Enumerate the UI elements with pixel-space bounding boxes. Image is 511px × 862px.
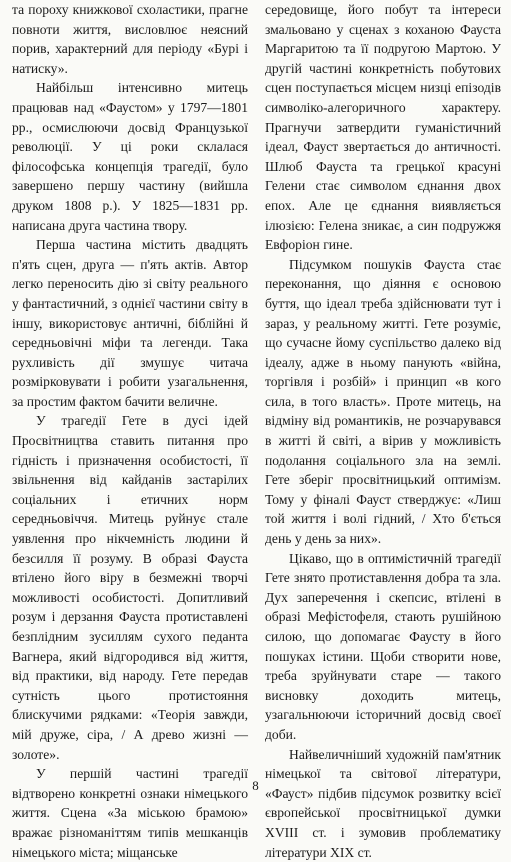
paragraph: Цікаво, що в оптимістичній трагедії Гете знято протиставлення добра та зла. Дух заперечення і скепсис, втілені в образі Мефістофеля, стають рушійною силою, що допомагає Фаусту в його пошуках істини. Щоби створити нове, треба зруйнувати старе — такого висновку доходить митець, узагальнюючи історичний досвід своєї доби. [265, 550, 501, 742]
page-number: 8 [252, 778, 259, 793]
paragraph: Найвеличніший художній пам'ятник німецької та світової літератури, «Фауст» підбив підсумок розвитку всієї європейської просвітницької думки XVIII ст. і зумовив проблематику літератури XIX ст. [265, 746, 501, 860]
left-column [12, 0, 248, 862]
paragraph: та пороху книжкової схоластики, прагне повноти життя, висловлює неясний порив, характерний для періоду «Бурі і натиску». [12, 2, 248, 76]
paragraph: середовище, його побут та інтереси змальовано у сценах з коханою Фауста Маргаритою та її подругою Мартою. У другій частині конкретність побутових сцен поступається місцем низці епізодів символіко-алегоричного характеру. Прагнучи затвердити гуманістичний ідеал, Фауст звертається до античності. Шлюб Фауста та грецької красуні Гелени стає символом єднання двох епох. Але це єднання виявляється ілюзією: Гелена зникає, а син подружжя Евфоріон гине. [265, 2, 501, 253]
paragraph: Перша частина містить двадцять п'ять сцен, друга — п'ять актів. Автор легко переносить дію зі світу реального у фантастичний, з однієї частини світу в іншу, використовує античні, біблійні й середньовічні міфи та легенди. Така рухливість дії змушує читача розмірковувати і робити узагальнення, за простим фактом бачити величне. [12, 237, 248, 409]
right-column [265, 0, 501, 862]
paragraph: У трагедії Гете в дусі ідей Просвітництва ставить питання про гідність і призначення особистості, її звільнення від кайданів застарілих соціальних і етичних норм середньовіччя. Митець руйнує стале уявлення про нікчемність людини й безсилля її розуму. В образі Фауста втілено його віру в безмежні творчі можливості особистості. Допитливий розум і дерзання Фауста протиставлені безплідним зусиллям сухого педанта Вагнера, який відгородився від життя, від практики, від народу. Гете передав сутність цього протистояння блискучими рядками: «Теорія завжди, мій друже, сіра, / А древо жизні — золоте». [12, 413, 248, 762]
paragraph: Підсумком пошуків Фауста стає переконання, що діяння є основою буття, що ідеал треба здійснювати тут і зараз, у реальному житті. Гете розуміє, що сучасне йому суспільство далеко від ідеалу, адже в ньому панують «війна, торгівля і розбій» і принцип «в кого сила, в того власть». Проте митець, на відміну від романтиків, не розчарувався в житті й світі, а вірив у можливість подолання соціального зла на землі. Гете зберіг просвітницький оптимізм. Тому у фіналі Фауст стверджує: «Лиш той життя і волі гідний, / Хто б'ється день у день за них». [265, 256, 501, 547]
paragraph: У першій частині трагедії відтворено конкретні ознаки німецького життя. Сцена «За міською брамою» вражає різноманіттям типів мешканців німецького міста; міщанське [12, 766, 248, 860]
paragraph: Найбільш інтенсивно митець працював над «Фаустом» у 1797—1801 рр., осмислюючи досвід Французької революції. У ці роки склалася філософська концепція трагедії, було завершено першу частину (вийшла друком 1808 р.). У 1825—1831 рр. написана друга частина твору. [12, 80, 248, 233]
book-page [12, 0, 501, 860]
